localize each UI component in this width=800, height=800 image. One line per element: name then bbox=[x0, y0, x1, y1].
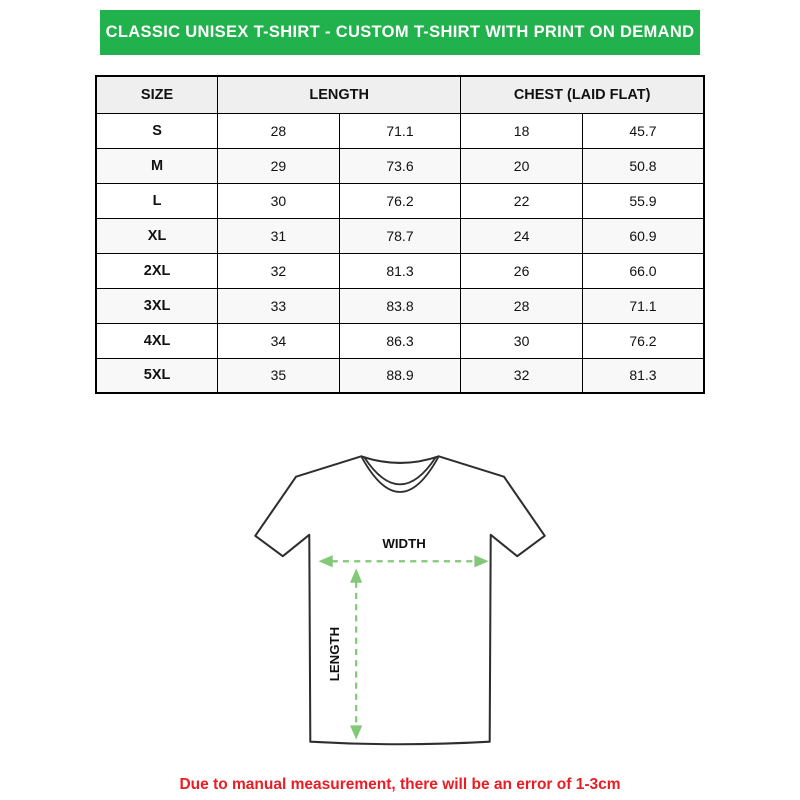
length-in-cell: 30 bbox=[218, 183, 340, 218]
length-cm-cell: 88.9 bbox=[339, 358, 461, 393]
size-cell: 3XL bbox=[96, 288, 218, 323]
size-cell: M bbox=[96, 148, 218, 183]
size-cell: 4XL bbox=[96, 323, 218, 358]
size-column-header: SIZE bbox=[96, 76, 218, 113]
size-chart-body bbox=[96, 113, 704, 393]
length-in-cell: 34 bbox=[218, 323, 340, 358]
title-banner bbox=[100, 10, 700, 55]
table-row bbox=[96, 113, 704, 148]
chest-column-header: CHEST (LAID FLAT) bbox=[461, 76, 704, 113]
length-in-cell: 35 bbox=[218, 358, 340, 393]
length-cm-cell: 83.8 bbox=[339, 288, 461, 323]
table-row bbox=[96, 253, 704, 288]
chest-in-cell: 18 bbox=[461, 113, 583, 148]
size-chart-header bbox=[96, 76, 704, 113]
length-in-cell: 33 bbox=[218, 288, 340, 323]
length-in-cell: 28 bbox=[218, 113, 340, 148]
chest-in-cell: 30 bbox=[461, 323, 583, 358]
chest-cm-cell: 50.8 bbox=[582, 148, 704, 183]
table-row bbox=[96, 288, 704, 323]
length-label: LENGTH bbox=[326, 626, 342, 682]
length-cm-cell: 71.1 bbox=[339, 113, 461, 148]
chest-in-cell: 20 bbox=[461, 148, 583, 183]
header-row bbox=[96, 76, 704, 113]
length-cm-cell: 76.2 bbox=[339, 183, 461, 218]
size-cell: 5XL bbox=[96, 358, 218, 393]
size-cell: S bbox=[96, 113, 218, 148]
length-cm-cell: 73.6 bbox=[339, 148, 461, 183]
chest-in-cell: 22 bbox=[461, 183, 583, 218]
length-in-cell: 32 bbox=[218, 253, 340, 288]
length-cm-cell: 86.3 bbox=[339, 323, 461, 358]
size-cell: 2XL bbox=[96, 253, 218, 288]
size-chart-table bbox=[95, 75, 705, 394]
length-in-cell: 31 bbox=[218, 218, 340, 253]
length-cm-cell: 78.7 bbox=[339, 218, 461, 253]
size-cell: XL bbox=[96, 218, 218, 253]
chest-cm-cell: 66.0 bbox=[582, 253, 704, 288]
chest-in-cell: 24 bbox=[461, 218, 583, 253]
measurement-note: Due to manual measurement, there will be an error of 1-3cm bbox=[179, 776, 621, 793]
chest-in-cell: 28 bbox=[461, 288, 583, 323]
chest-cm-cell: 60.9 bbox=[582, 218, 704, 253]
table-row bbox=[96, 148, 704, 183]
length-column-header: LENGTH bbox=[218, 76, 461, 113]
table-row bbox=[96, 358, 704, 393]
chest-cm-cell: 81.3 bbox=[582, 358, 704, 393]
chest-cm-cell: 55.9 bbox=[582, 183, 704, 218]
tshirt-outline bbox=[255, 456, 544, 744]
tshirt-diagram bbox=[244, 440, 556, 758]
chest-cm-cell: 71.1 bbox=[582, 288, 704, 323]
chest-in-cell: 32 bbox=[461, 358, 583, 393]
length-in-cell: 29 bbox=[218, 148, 340, 183]
page-title: CLASSIC UNISEX T-SHIRT - CUSTOM T-SHIRT WITH PRINT ON DEMAND bbox=[105, 23, 695, 41]
chest-cm-cell: 76.2 bbox=[582, 323, 704, 358]
chest-in-cell: 26 bbox=[461, 253, 583, 288]
width-label: WIDTH bbox=[382, 536, 426, 552]
size-cell: L bbox=[96, 183, 218, 218]
tshirt-diagram-svg bbox=[244, 440, 556, 758]
table-row bbox=[96, 218, 704, 253]
table-row bbox=[96, 183, 704, 218]
table-row bbox=[96, 323, 704, 358]
chest-cm-cell: 45.7 bbox=[582, 113, 704, 148]
length-cm-cell: 81.3 bbox=[339, 253, 461, 288]
